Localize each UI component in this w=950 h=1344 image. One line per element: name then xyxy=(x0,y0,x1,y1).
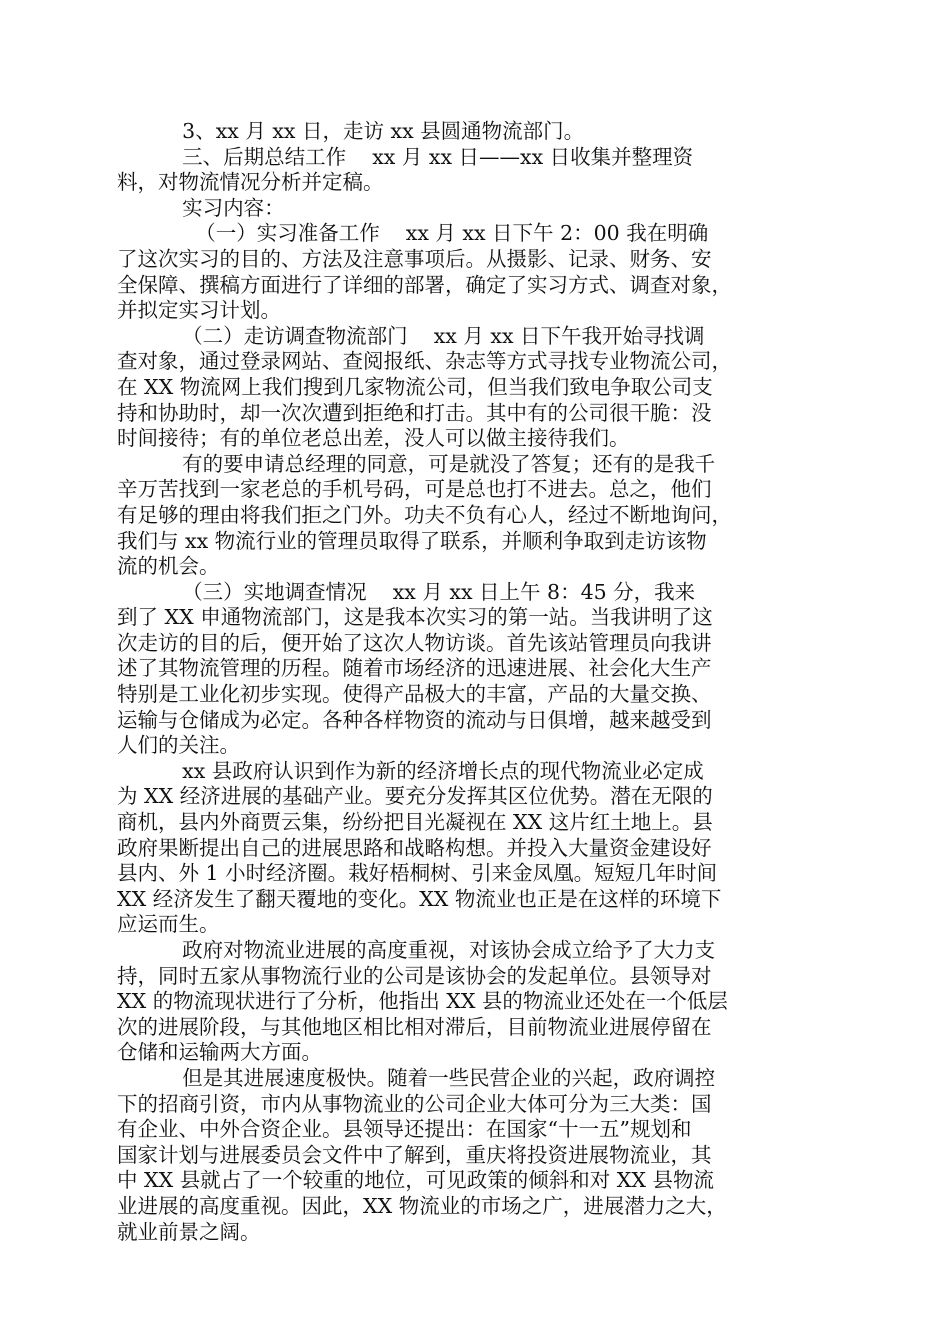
text-line: 应运而生。 xyxy=(117,912,220,937)
text-line: 人们的关注。 xyxy=(117,733,240,758)
text-line: 流的机会。 xyxy=(117,554,220,579)
text-line: 实习内容： xyxy=(117,195,285,220)
document-body xyxy=(117,119,817,1245)
text-line: 并拟定实习计划。 xyxy=(117,298,281,323)
text-line: 业进展的高度重视。因此，XX 物流业的市场之广，进展潜力之大， xyxy=(117,1193,727,1218)
text-line: XX 经济发生了翻天覆地的变化。XX 物流业也正是在这样的环境下 xyxy=(117,886,722,911)
text-line: 商机，县内外商贾云集，纷纷把目光凝视在 XX 这片红土地上。县 xyxy=(117,810,713,835)
text-line: 查对象，通过登录网站、查阅报纸、杂志等方式寻找专业物流公司， xyxy=(117,349,732,374)
text-line: 辛万苦找到一家老总的手机号码，可是总也打不进去。总之，他们 xyxy=(117,477,712,502)
text-line: （三）实地调查情况 xx 月 xx 日上午 8：45 分，我来 xyxy=(117,579,696,604)
text-line: 县内、外 1 小时经济圈。栽好梧桐树、引来金凤凰。短短几年时间 xyxy=(117,861,718,886)
text-line: 时间接待；有的单位老总出差，没人可以做主接待我们。 xyxy=(117,426,630,451)
text-line: 政府对物流业进展的高度重视，对该协会成立给予了大力支 xyxy=(117,938,716,962)
text-line: 仓储和运输两大方面。 xyxy=(117,1040,322,1065)
text-line: 了这次实习的目的、方法及注意事项后。从摄影、记录、财务、安 xyxy=(117,246,712,271)
text-line: 述了其物流管理的历程。随着市场经济的迅速进展、社会化大生产 xyxy=(117,656,712,681)
text-line: 政府果断提出自己的进展思路和战略构想。并投入大量资金建设好 xyxy=(117,835,712,860)
text-line: 有足够的理由将我们拒之门外。功夫不负有心人，经过不断地询问， xyxy=(117,502,732,527)
text-line: 但是其进展速度极快。随着一些民营企业的兴起，政府调控 xyxy=(117,1065,716,1090)
text-line: 三、后期总结工作 xx 月 xx 日——xx 日收集并整理资 xyxy=(117,144,694,169)
text-line: 料，对物流情况分析并定稿。 xyxy=(117,170,384,195)
text-line: 有企业、中外合资企业。县领导还提出：在国家“十一五”规划和 xyxy=(117,1117,692,1142)
text-line: 持和协助时，却一次次遭到拒绝和打击。其中有的公司很干脆：没 xyxy=(117,400,712,425)
text-line: 下的招商引资，市内从事物流业的公司企业大体可分为三大类：国 xyxy=(117,1091,712,1116)
text-line: 持，同时五家从事物流行业的公司是该协会的发起单位。县领导对 xyxy=(117,963,712,988)
text-line: XX 的物流现状进行了分析，他指出 XX 县的物流业还处在一个低层 xyxy=(117,989,728,1014)
text-line: 在 XX 物流网上我们搜到几家物流公司，但当我们致电争取公司支 xyxy=(117,374,713,399)
text-line: 运输与仓储成为必定。各种各样物资的流动与日俱增，越来越受到 xyxy=(117,707,712,732)
text-line: 特别是工业化初步实现。使得产品极大的丰富，产品的大量交换、 xyxy=(117,682,712,707)
text-line: 次的进展阶段，与其他地区相比相对滞后，目前物流业进展停留在 xyxy=(117,1014,712,1039)
text-line: 中 XX 县就占了一个较重的地位，可见政策的倾斜和对 XX 县物流 xyxy=(117,1168,714,1193)
text-line: 就业前景之阔。 xyxy=(117,1219,261,1244)
text-line: （二）走访调查物流部门 xx 月 xx 日下午我开始寻找调 xyxy=(117,323,705,348)
text-line: 为 XX 经济进展的基础产业。要充分发挥其区位优势。潜在无限的 xyxy=(117,784,713,809)
text-line: 有的要申请总经理的同意，可是就没了答复；还有的是我千 xyxy=(117,451,716,476)
text-line: xx 县政府认识到作为新的经济增长点的现代物流业必定成 xyxy=(117,758,704,783)
text-line: 3、xx 月 xx 日，走访 xx 县圆通物流部门。 xyxy=(117,119,585,143)
text-line: 我们与 xx 物流行业的管理员取得了联系，并顺利争取到走访该物 xyxy=(117,528,707,553)
text-line: （一）实习准备工作 xx 月 xx 日下午 2：00 我在明确 xyxy=(117,221,709,246)
text-line: 到了 XX 申通物流部门，这是我本次实习的第一站。当我讲明了这 xyxy=(117,605,713,630)
text-line: 国家计划与进展委员会文件中了解到，重庆将投资进展物流业，其 xyxy=(117,1142,712,1167)
text-line: 次走访的目的后，便开始了这次人物访谈。首先该站管理员向我讲 xyxy=(117,630,712,655)
text-line: 全保障、撰稿方面进行了详细的部署，确定了实习方式、调查对象， xyxy=(117,272,732,297)
